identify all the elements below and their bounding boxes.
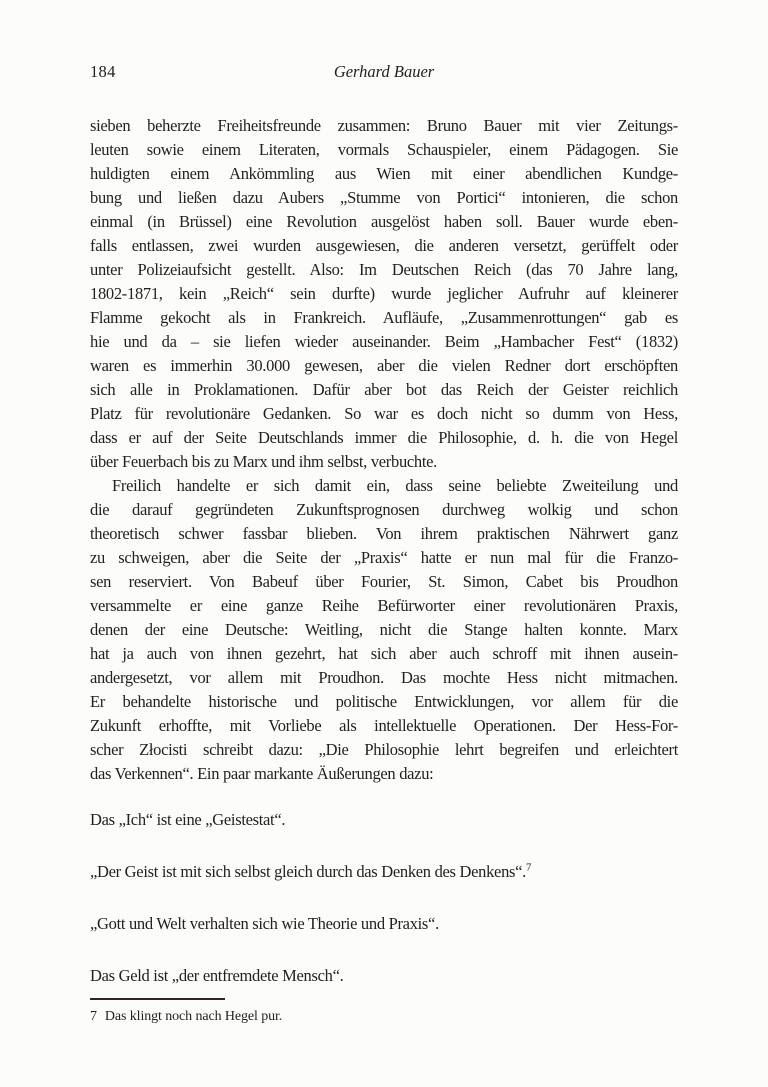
text-line: andergesetzt, vor allem mit Proudhon. Das mochte Hess nicht mitmachen.	[90, 668, 678, 687]
text-line: Freilich handelte er sich damit ein, dass seine beliebte Zweiteilung und	[112, 476, 678, 495]
paragraph-1	[90, 114, 678, 474]
page-number: 184	[90, 62, 116, 81]
text-line: Platz für revolutionäre Gedanken. So war es doch nicht so dumm von Hess,	[90, 404, 678, 423]
paragraph-2	[90, 474, 678, 786]
quote-text: „Gott und Welt verhalten sich wie Theorie und Praxis“.	[90, 914, 439, 933]
text-line: über Feuerbach bis zu Marx und ihm selbst, verbuchte.	[90, 452, 438, 471]
footnote-reference: 7	[526, 861, 532, 874]
text-line: Er behandelte historische und politische Entwicklungen, vor allem für die	[90, 692, 678, 711]
text-line: sich alle in Proklamationen. Dafür aber bot das Reich der Geister reichlich	[90, 380, 678, 399]
quote-text: Das „Ich“ ist eine „Geistestat“.	[90, 810, 286, 829]
footnote-separator-rule	[90, 998, 225, 1000]
running-head: Gerhard Bauer	[333, 62, 435, 81]
text-line: das Verkennen“. Ein paar markante Äußerungen dazu:	[90, 764, 434, 783]
text-line: waren es immerhin 30.000 gewesen, aber die vielen Redner dort erschöpften	[90, 356, 678, 375]
quote-gott-welt	[90, 912, 678, 936]
footnote-marker: 7	[90, 1009, 97, 1024]
quote-text: „Der Geist ist mit sich selbst gleich durch das Denken des Denkens“.	[90, 862, 526, 881]
quote-geld-mensch	[90, 964, 678, 988]
quotes-section	[90, 808, 678, 988]
text-line: dass er auf der Seite Deutschlands immer die Philosophie, d. h. die von Hegel	[90, 428, 678, 447]
text-line: hat ja auch von ihnen gezehrt, hat sich aber auch schroff mit ihnen ausein-	[90, 644, 678, 663]
text-line: sieben beherzte Freiheitsfreunde zusammen: Bruno Bauer mit vier Zeitungs-	[90, 116, 678, 135]
text-line: bung und ließen dazu Aubers „Stumme von Portici“ intonieren, die schon	[90, 188, 678, 207]
text-line: sen reserviert. Von Babeuf über Fourier, St. Simon, Cabet bis Proudhon	[90, 572, 678, 591]
footnote-text: Das klingt noch nach Hegel pur.	[104, 1009, 283, 1024]
footnote	[90, 1007, 678, 1027]
quote-geist-denken	[90, 860, 678, 884]
text-line: 1802-1871, kein „Reich“ sein durfte) wurde jeglicher Aufruhr auf kleinerer	[90, 284, 678, 303]
text-line: einmal (in Brüssel) eine Revolution ausgelöst haben soll. Bauer wurde eben-	[90, 212, 678, 231]
text-line: unter Polizeiaufsicht gestellt. Also: Im Deutschen Reich (das 70 Jahre lang,	[90, 260, 678, 279]
text-line: Zukunft erhoffte, mit Vorliebe als intellektuelle Operationen. Der Hess-For-	[90, 716, 678, 735]
text-line: die darauf gegründeten Zukunftsprognosen durchweg wolkig und schon	[90, 500, 678, 519]
text-line: falls entlassen, zwei wurden ausgewiesen, die anderen versetzt, gerüffelt oder	[90, 236, 678, 255]
text-line: hie und da – sie liefen wieder auseinander. Beim „Hambacher Fest“ (1832)	[90, 332, 678, 351]
text-line: zu schweigen, aber die Seite der „Praxis“ hatte er nun mal für die Franzo-	[90, 548, 678, 567]
text-line: leuten sowie einem Literaten, vormals Schauspieler, einem Pädagogen. Sie	[90, 140, 678, 159]
body-text	[90, 114, 678, 1027]
page-header	[90, 62, 678, 86]
footnote-section	[90, 998, 678, 1027]
quote-ich-geistestat	[90, 808, 678, 832]
text-line: scher Złocisti schreibt dazu: „Die Philosophie lehrt begreifen und erleichtert	[90, 740, 678, 759]
quote-text: Das Geld ist „der entfremdete Mensch“.	[90, 966, 344, 985]
text-line: theoretisch schwer fassbar blieben. Von ihrem praktischen Nährwert ganz	[90, 524, 678, 543]
text-line: huldigten einem Ankömmling aus Wien mit einer abendlichen Kundge-	[90, 164, 678, 183]
text-line: Flamme gekocht als in Frankreich. Aufläufe, „Zusammenrottungen“ gab es	[90, 308, 678, 327]
text-line: denen der eine Deutsche: Weitling, nicht die Stange halten konnte. Marx	[90, 620, 678, 639]
text-line: versammelte er eine ganze Reihe Befürworter einer revolutionären Praxis,	[90, 596, 678, 615]
